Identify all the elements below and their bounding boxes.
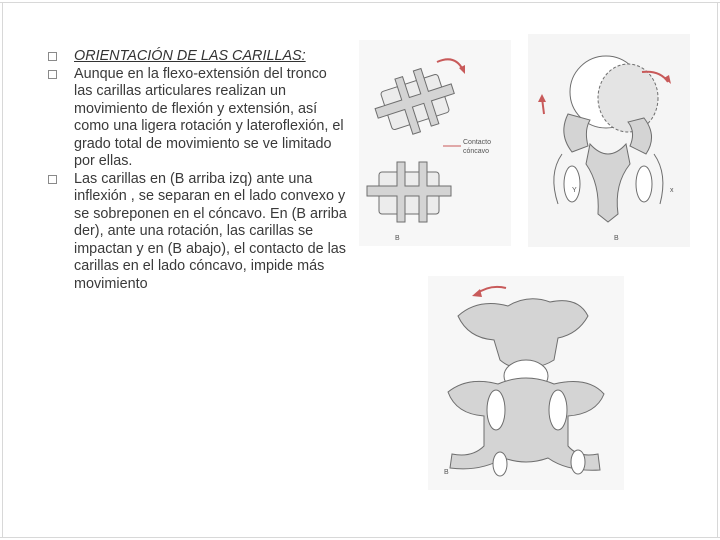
slide-border-left: [2, 2, 3, 538]
vertebra-contact-figure: [428, 276, 624, 490]
figure-mark-y: Y: [572, 187, 577, 194]
vertebra-rotation-illustration: [528, 34, 690, 247]
figure-mark-x: x: [670, 187, 674, 194]
slide-border-bottom: [0, 537, 720, 538]
slide-border-right: [717, 2, 718, 538]
figure-annotation-line1: Contacto: [463, 139, 492, 146]
slide-border-top: [0, 2, 720, 3]
bullet-item: [48, 66, 348, 171]
figure-label: B: [395, 235, 400, 242]
bullet-marker-icon: [48, 52, 57, 61]
vertebra-flexion-figure: [359, 40, 511, 246]
figure-label: B: [614, 235, 619, 242]
vertebra-rotation-figure: [528, 34, 690, 247]
bullet-list: [48, 48, 348, 293]
bullet-marker-icon: [48, 70, 57, 79]
bullet-item: [48, 171, 348, 294]
bullet-text: Las carillas en (B arriba izq) ante una inflexión , se separan en el lado convexo y se sobreponen en el cóncavo. En (B arriba der), ante una rotación, las carillas se impactan y en (B abajo), el contacto de las carillas en el lado cóncavo, impide más movimiento: [74, 170, 347, 292]
slide-heading: ORIENTACIÓN DE LAS CARILLAS:: [74, 48, 306, 64]
bullet-marker-icon: [48, 175, 57, 184]
figure-annotation-line2: cóncavo: [463, 148, 490, 155]
vertebra-contact-illustration: [428, 276, 624, 490]
figure-label: B: [444, 469, 449, 476]
bullet-text: Aunque en la flexo-extensión del tronco las carillas articulares realizan un movimiento de flexión y extensión, así como una ligera rotación y lateroflexión, el grado total de movimiento se ve limitado por ellas.: [74, 65, 344, 169]
bullet-heading: [48, 48, 348, 66]
vertebra-flexion-illustration: [359, 40, 511, 246]
